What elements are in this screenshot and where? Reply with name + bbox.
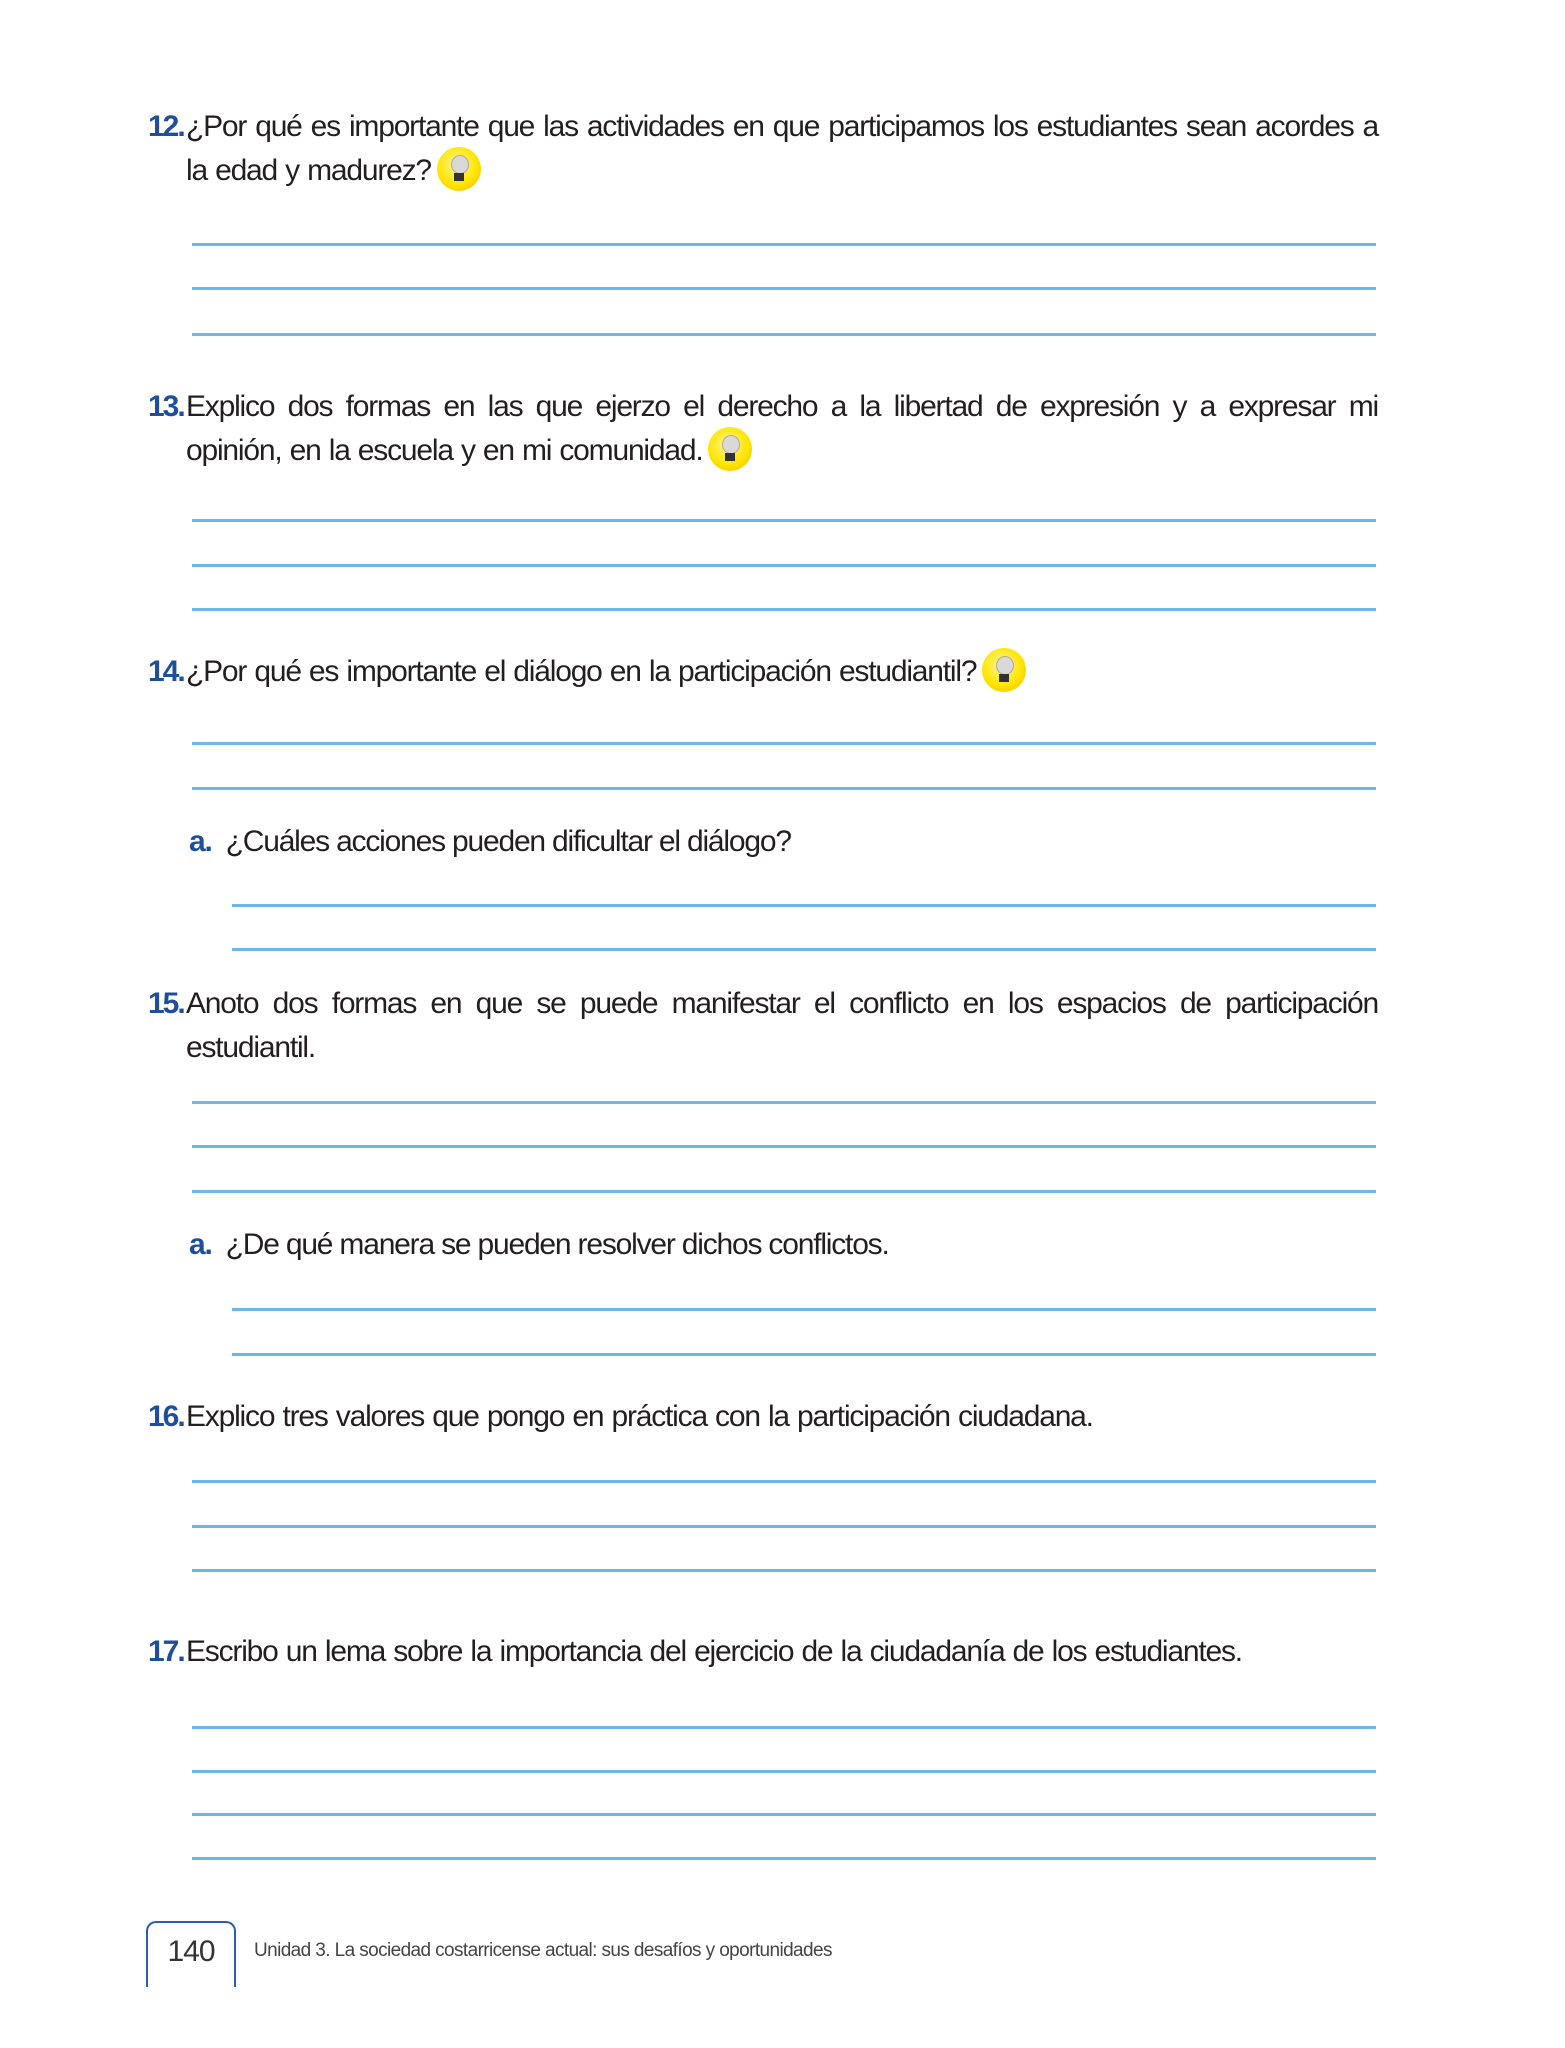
subquestion-label: a.	[189, 1228, 212, 1261]
answer-line[interactable]	[192, 1569, 1376, 1572]
question-text: Explico dos formas en las que ejerzo el derecho a la libertad de expresión y a expresar mi opinión, en la escuela y en mi comunidad.	[186, 390, 1378, 467]
answer-line[interactable]	[192, 1101, 1376, 1104]
question-number: 14.	[148, 655, 184, 688]
subquestion-text: ¿Cuáles acciones pueden dificultar el diálogo?	[225, 825, 791, 858]
answer-line[interactable]	[192, 1857, 1376, 1860]
answer-line[interactable]	[192, 608, 1376, 611]
question-17	[148, 1630, 1378, 1674]
answer-line[interactable]	[192, 1813, 1376, 1816]
lightbulb-icon	[982, 648, 1026, 692]
question-14	[148, 650, 1378, 695]
answer-line[interactable]	[192, 564, 1376, 567]
subquestion-15a	[189, 1223, 889, 1267]
answer-line[interactable]	[192, 1480, 1376, 1483]
answer-line[interactable]	[192, 243, 1376, 246]
unit-title: Unidad 3. La sociedad costarricense actual: sus desafíos y oportunidades	[254, 1940, 832, 1961]
answer-line[interactable]	[192, 1726, 1376, 1729]
answer-line[interactable]	[192, 519, 1376, 522]
answer-line[interactable]	[232, 1353, 1376, 1356]
lightbulb-icon	[437, 147, 481, 191]
question-number: 16.	[148, 1400, 184, 1433]
subquestion-label: a.	[189, 825, 212, 858]
answer-line[interactable]	[232, 904, 1376, 907]
answer-line[interactable]	[232, 1308, 1376, 1311]
question-number: 17.	[148, 1635, 184, 1668]
answer-line[interactable]	[192, 742, 1376, 745]
question-text: ¿Por qué es importante el diálogo en la participación estudiantil?	[186, 655, 977, 688]
answer-line[interactable]	[192, 787, 1376, 790]
question-text: Anoto dos formas en que se puede manifestar el conflicto en los espacios de participación estudiantil.	[186, 987, 1378, 1064]
subquestion-14a	[189, 820, 791, 864]
question-13	[148, 385, 1378, 474]
question-number: 15.	[148, 987, 184, 1020]
question-text: Escribo un lema sobre la importancia del ejercicio de la ciudadanía de los estudiantes.	[186, 1635, 1242, 1668]
question-number: 13.	[148, 390, 184, 423]
lightbulb-icon	[708, 427, 752, 471]
subquestion-text: ¿De qué manera se pueden resolver dichos conflictos.	[225, 1228, 889, 1261]
answer-line[interactable]	[192, 1190, 1376, 1193]
answer-line[interactable]	[192, 287, 1376, 290]
question-16	[148, 1395, 1378, 1439]
question-text: ¿Por qué es importante que las actividades en que participamos los estudiantes sean acordes a la edad y madurez?	[186, 110, 1378, 187]
question-15	[148, 982, 1378, 1070]
answer-line[interactable]	[192, 1525, 1376, 1528]
answer-line[interactable]	[232, 948, 1376, 951]
question-number: 12.	[148, 110, 184, 143]
page-number: 140	[146, 1921, 236, 1987]
answer-line[interactable]	[192, 333, 1376, 336]
question-12	[148, 105, 1378, 194]
answer-line[interactable]	[192, 1145, 1376, 1148]
question-text: Explico tres valores que pongo en práctica con la participación ciudadana.	[186, 1400, 1093, 1433]
answer-line[interactable]	[192, 1770, 1376, 1773]
